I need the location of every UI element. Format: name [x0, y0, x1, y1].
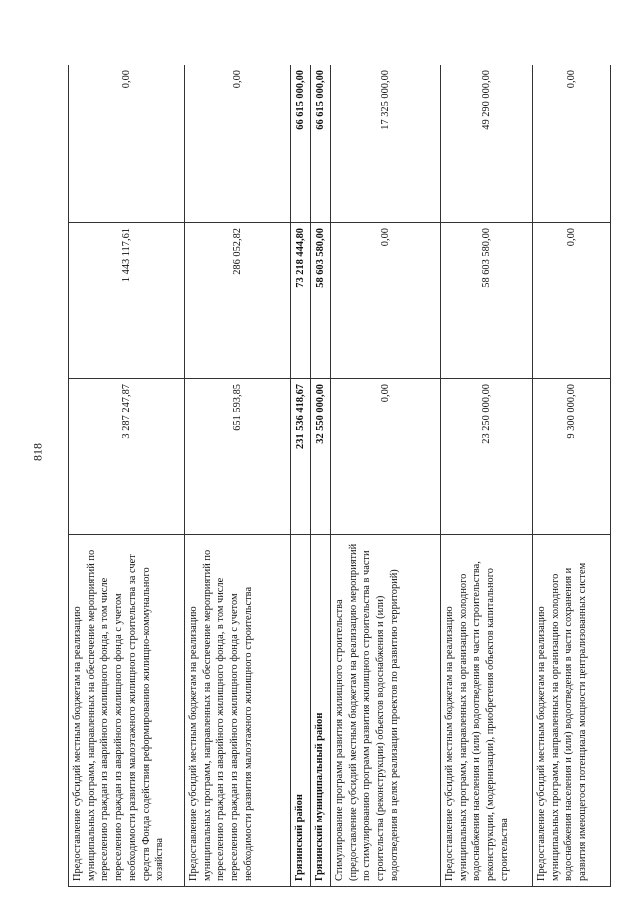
table-row-subtotal — [311, 65, 331, 887]
table-row — [185, 65, 291, 887]
row-value-1: 0,00 — [331, 379, 441, 535]
row-value-2: 58 603 580,00 — [441, 223, 533, 379]
row-value-3: 49 290 000,00 — [441, 65, 533, 223]
row-value-1: 32 550 000,00 — [311, 379, 331, 535]
row-description: Предоставление субсидий местным бюджетам на реализацию муниципальных программ, направленных на обеспечение мероприятий по переселению граждан из аварийного жилищного фонда, в том числе переселению граждан из аварийного жилищного фонда с учетом необходимости развития малоэтажного жилищного строительства — [185, 535, 291, 887]
row-description: Грязинский район — [291, 535, 311, 887]
table-row — [331, 65, 441, 887]
table-row — [441, 65, 533, 887]
row-value-2: 0,00 — [331, 223, 441, 379]
row-value-1: 23 250 000,00 — [441, 379, 533, 535]
budget-table — [68, 65, 611, 887]
row-value-1: 231 536 418,67 — [291, 379, 311, 535]
budget-table-body — [69, 65, 611, 887]
row-description: Предоставление субсидий местным бюджетам на реализацию муниципальных программ, направленных на организацию холодного водоснабжения населения и (или) водоотведения в части строительства, реконструкции, (модернизации), приобретения объектов капитального строительства — [441, 535, 533, 887]
row-value-2: 1 443 117,61 — [69, 223, 185, 379]
row-value-3: 17 325 000,00 — [331, 65, 441, 223]
row-value-1: 3 287 247,87 — [69, 379, 185, 535]
table-row-total — [291, 65, 311, 887]
row-value-1: 651 593,85 — [185, 379, 291, 535]
row-description: Грязинский муниципальный район — [311, 535, 331, 887]
row-value-3: 0,00 — [533, 65, 611, 223]
row-value-3: 0,00 — [69, 65, 185, 223]
row-value-2: 286 052,82 — [185, 223, 291, 379]
row-value-3: 66 615 000,00 — [291, 65, 311, 223]
row-description: Предоставление субсидий местным бюджетам на реализацию муниципальных программ, направленных на обеспечение мероприятий по переселению граждан из аварийного жилищного фонда, в том числе переселению граждан из аварийного жилищного фонда с учетом необходимости развития малоэтажного жилищного строительства за счет средств Фонда содействия реформированию жилищно-коммунального хозяйства — [69, 535, 185, 887]
row-value-3: 66 615 000,00 — [311, 65, 331, 223]
row-value-3: 0,00 — [185, 65, 291, 223]
row-value-1: 9 300 000,00 — [533, 379, 611, 535]
table-row — [69, 65, 185, 887]
budget-table-wrapper — [68, 65, 625, 887]
rotated-table-container — [68, 65, 625, 887]
table-row — [533, 65, 611, 887]
row-value-2: 73 218 444,80 — [291, 223, 311, 379]
row-value-2: 0,00 — [533, 223, 611, 379]
row-value-2: 58 603 580,00 — [311, 223, 331, 379]
row-description: Стимулирование программ развития жилищного строительства (предоставление субсидий местным бюджетам на реализацию мероприятий по стимулированию программ развития жилищного строительства в части строительства (реконструкции) объектов водоснабжения и (или) водоотведения в целях реализации проектов по развитию территорий) — [331, 535, 441, 887]
row-description: Предоставление субсидий местным бюджетам на реализацию муниципальных программ, направленных на организацию холодного водоснабжения населения и (или) водоотведения в части сохранения и развития имеющегося потенциала мощности централизованных систем — [533, 535, 611, 887]
page-number: 818 — [30, 443, 45, 461]
